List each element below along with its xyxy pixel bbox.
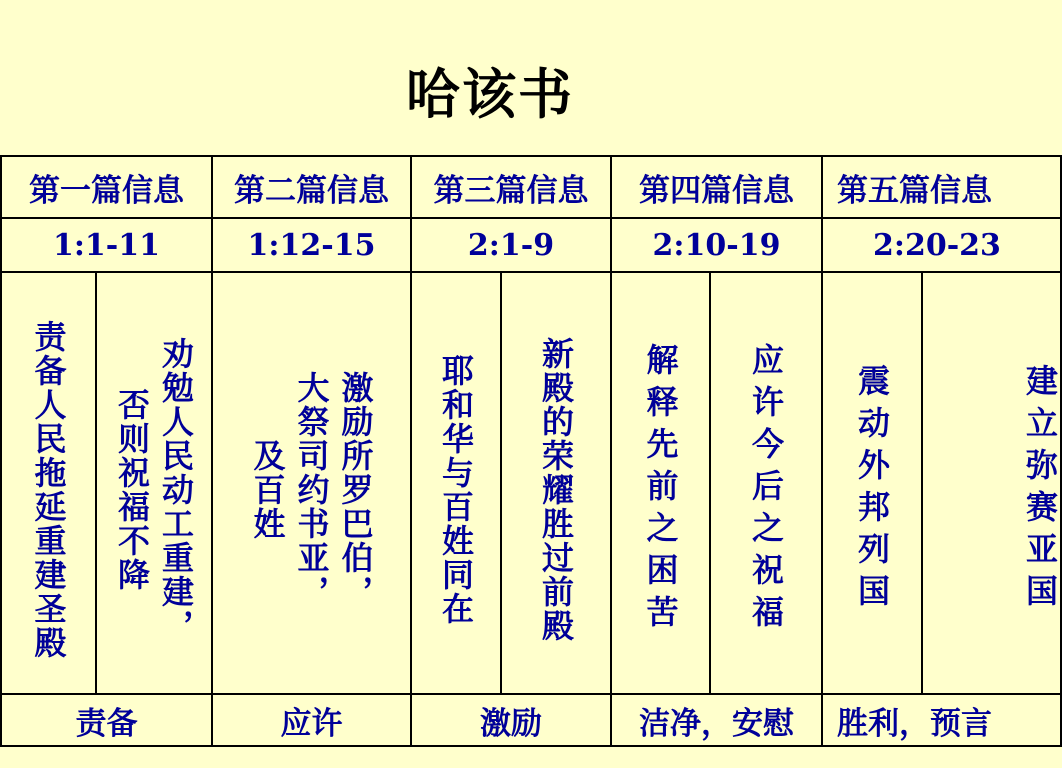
haggai-outline-table <box>0 155 1062 747</box>
content-cell-1a <box>1 272 96 694</box>
header-cell-4: 第四篇信息 <box>611 156 822 218</box>
header-cell-2: 第二篇信息 <box>212 156 411 218</box>
summary-cell-2: 应许 <box>212 694 411 746</box>
vertical-text: 震动外邦列国 <box>853 364 891 616</box>
vertical-text: 及百姓 <box>248 439 287 541</box>
vertical-text: 建立弥赛亚国 <box>1021 364 1059 616</box>
summary-cell-3: 激励 <box>411 694 611 746</box>
header-cell-3: 第三篇信息 <box>411 156 611 218</box>
vertical-text: 激励所罗巴伯， <box>336 371 375 609</box>
content-row <box>1 272 1061 694</box>
vertical-text: 耶和华与百姓同在 <box>437 354 475 626</box>
ref-cell-5: 2:20-23 <box>822 218 1061 272</box>
content-cell-5b <box>922 272 1061 694</box>
header-row <box>1 156 1061 218</box>
content-cell-4a <box>611 272 710 694</box>
vertical-text: 否则祝福不降 <box>113 388 151 592</box>
content-cell-3b <box>501 272 611 694</box>
summary-cell-4: 洁净，安慰 <box>611 694 822 746</box>
reference-row <box>1 218 1061 272</box>
summary-row <box>1 694 1061 746</box>
ref-cell-4: 2:10-19 <box>611 218 822 272</box>
content-cell-3a <box>411 272 501 694</box>
header-cell-5: 第五篇信息 <box>822 156 1061 218</box>
vertical-text: 大祭司约书亚， <box>292 371 331 609</box>
vertical-text: 解释先前之困苦 <box>641 343 680 637</box>
summary-cell-1: 责备 <box>1 694 212 746</box>
header-cell-1: 第一篇信息 <box>1 156 212 218</box>
ref-cell-1: 1:1-11 <box>1 218 212 272</box>
vertical-text: 劝勉人民动工重建， <box>157 337 195 643</box>
content-cell-2 <box>212 272 411 694</box>
content-cell-1b <box>96 272 212 694</box>
content-cell-5a <box>822 272 922 694</box>
content-cell-4b <box>710 272 822 694</box>
page-title: 哈该书 <box>406 62 574 126</box>
ref-cell-3: 2:1-9 <box>411 218 611 272</box>
vertical-text: 应许今后之祝福 <box>747 343 785 637</box>
vertical-text: 新殿的荣耀胜过前殿 <box>537 337 575 643</box>
vertical-text: 责备人民拖延重建圣殿 <box>29 320 68 660</box>
ref-cell-2: 1:12-15 <box>212 218 411 272</box>
summary-cell-5: 胜利，预言 <box>822 694 1061 746</box>
